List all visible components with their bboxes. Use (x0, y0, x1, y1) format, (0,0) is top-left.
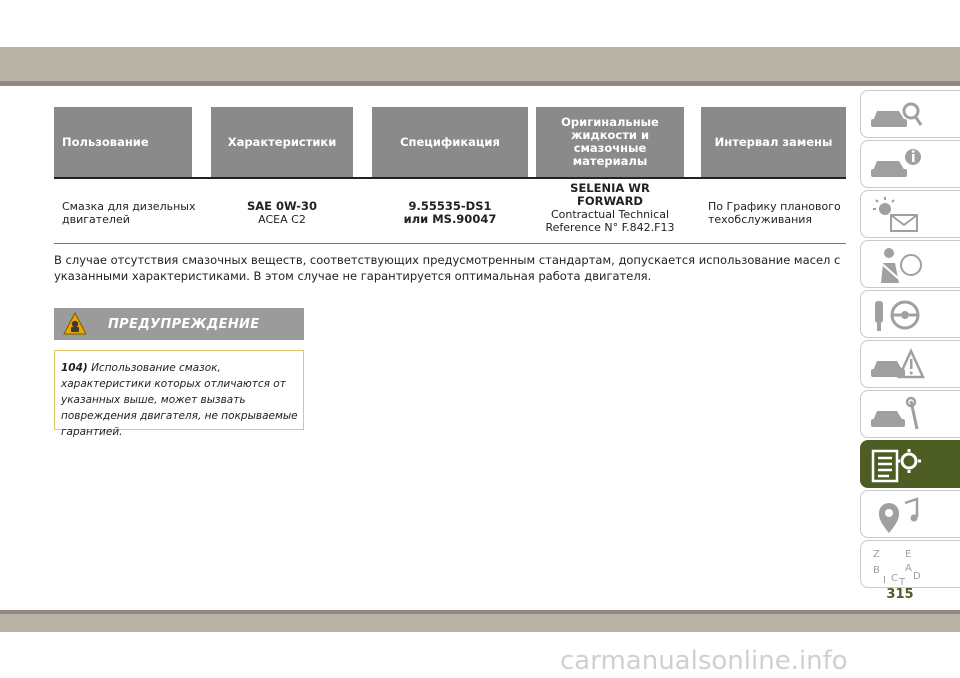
top-band (0, 47, 960, 81)
warning-box (54, 350, 304, 438)
watermark: carmanualsonline.info (560, 646, 848, 676)
table-row-rule (54, 243, 846, 244)
car-tools-icon (869, 395, 925, 435)
svg-text:Z: Z (873, 549, 880, 560)
warning-text (61, 360, 301, 440)
svg-text:C: C (891, 573, 898, 584)
svg-text:E: E (905, 549, 912, 560)
svg-text:B: B (873, 565, 880, 576)
tab-maintenance[interactable] (860, 390, 960, 438)
cell-specification: 9.55535-DS1 или MS.90047 (403, 199, 497, 226)
header-use: Пользование (54, 107, 192, 177)
bottom-band (0, 614, 960, 632)
tab-emergency[interactable] (860, 340, 960, 388)
car-warning-icon (869, 345, 925, 385)
top-rule (0, 81, 960, 86)
cell-fluids (536, 182, 684, 234)
specs-gear-icon (869, 445, 925, 485)
car-search-icon (869, 95, 925, 135)
warning-triangle-icon (62, 311, 88, 337)
light-mail-icon (869, 195, 925, 235)
svg-text:I: I (883, 575, 886, 585)
fluids-main: SELENIA WR FORWARD (570, 181, 650, 208)
warning-body: Использование смазок, характеристики которых отличаются от указанных выше, может вызвать повреждения двигателя, не покрываемые гарантией. (61, 362, 298, 438)
key-steering-wheel-icon (869, 295, 925, 335)
tab-safety[interactable] (860, 240, 960, 288)
warning-header (54, 308, 304, 340)
tab-car-info[interactable] (860, 140, 960, 188)
tab-multimedia[interactable] (860, 490, 960, 538)
header-fluids: Оригинальные жидкости и смазочные материалы (536, 107, 684, 177)
characteristics-sub: ACEA C2 (258, 213, 306, 226)
warning-number: 104) (61, 362, 88, 374)
tab-car-search[interactable] (860, 90, 960, 138)
header-interval: Интервал замены (701, 107, 846, 177)
cell-interval: По Графику планового техобслуживания (708, 200, 841, 226)
tab-start-driving[interactable] (860, 290, 960, 338)
fluids-sub: Contractual Technical Reference N° F.842.F13 (545, 208, 675, 234)
tab-lights-messages[interactable] (860, 190, 960, 238)
tab-index[interactable] (860, 540, 960, 588)
header-specification: Спецификация (372, 107, 528, 177)
tab-technical-specs[interactable] (860, 440, 960, 488)
media-nav-icon (869, 495, 925, 535)
svg-text:A: A (905, 563, 912, 574)
note-paragraph: В случае отсутствия смазочных веществ, соответствующих предусмотренным стандартам, допускается использование масел с указанными характеристиками. В этом случае не гарантируется оптимальная работа двигателя. (54, 253, 841, 283)
warning-title: ПРЕДУПРЕЖДЕНИЕ (108, 317, 260, 332)
svg-text:D: D (913, 571, 921, 582)
car-info-icon (869, 145, 925, 185)
seat-belt-airbag-icon (869, 245, 925, 285)
page-number: 315 (886, 587, 914, 602)
header-characteristics: Характеристики (211, 107, 353, 177)
cell-use: Смазка для дизельных двигателей (62, 200, 196, 226)
cell-characteristics (211, 200, 353, 226)
svg-text:T: T (899, 577, 906, 585)
alphabet-index-icon (869, 545, 925, 585)
table-header-rule (54, 177, 846, 179)
characteristics-main: SAE 0W-30 (247, 199, 317, 213)
